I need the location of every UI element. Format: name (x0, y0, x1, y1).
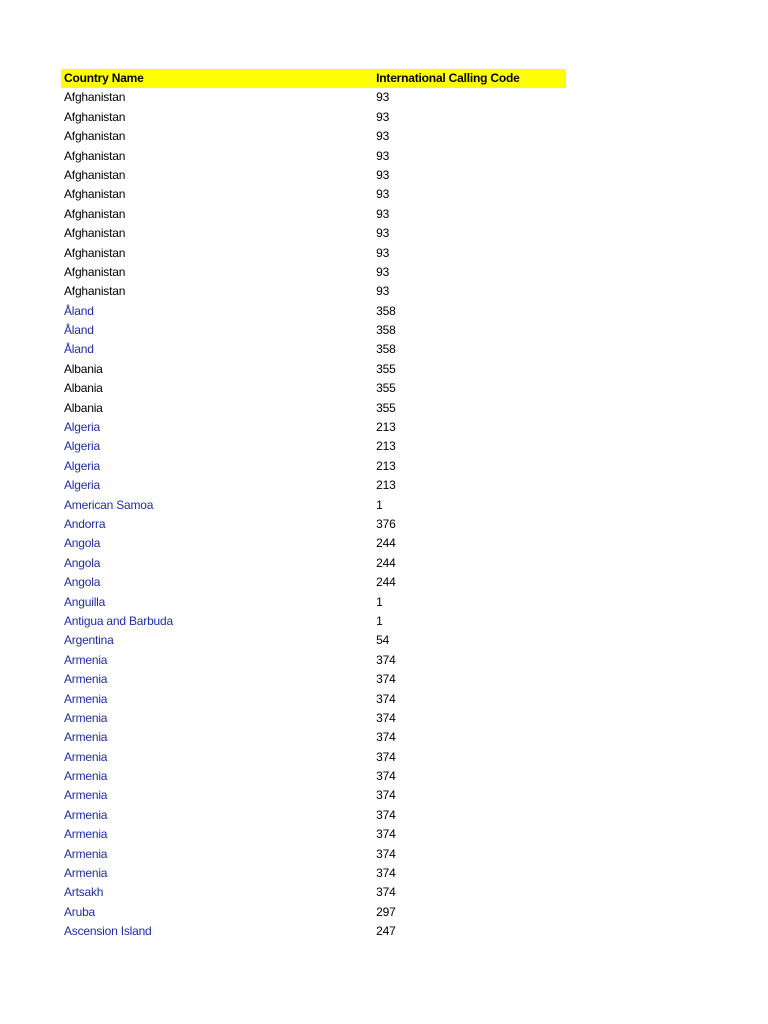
country-name-link[interactable]: American Samoa (64, 497, 154, 512)
calling-code: 374 (376, 691, 396, 706)
calling-code: 1 (376, 613, 383, 628)
country-name-link[interactable]: Armenia (64, 866, 108, 881)
calling-code: 374 (376, 672, 396, 687)
table-row (61, 690, 566, 709)
table-row (61, 418, 566, 437)
calling-code: 244 (376, 555, 396, 570)
table-row (61, 631, 566, 650)
table-row (61, 340, 566, 359)
country-name: Afghanistan (64, 109, 126, 124)
calling-code: 247 (376, 924, 396, 939)
table-body (61, 88, 566, 941)
country-name-link[interactable]: Armenia (64, 807, 108, 822)
country-name-link[interactable]: Argentina (64, 633, 114, 648)
calling-code: 374 (376, 807, 396, 822)
table-row (61, 748, 566, 767)
calling-code: 213 (376, 439, 396, 454)
calling-code: 374 (376, 885, 396, 900)
calling-code: 54 (376, 633, 390, 648)
calling-code: 93 (376, 284, 390, 299)
calling-code: 213 (376, 478, 396, 493)
country-name: Afghanistan (64, 187, 126, 202)
calling-code: 376 (376, 516, 396, 531)
table-row (61, 806, 566, 825)
table-row (61, 651, 566, 670)
country-name: Afghanistan (64, 129, 126, 144)
country-name-link[interactable]: Åland (64, 342, 94, 357)
table-row (61, 360, 566, 379)
table-row (61, 108, 566, 127)
table-row (61, 282, 566, 301)
country-name: Albania (64, 361, 103, 376)
country-name-link[interactable]: Angola (64, 575, 101, 590)
country-name: Albania (64, 400, 103, 415)
country-name: Afghanistan (64, 167, 126, 182)
calling-code: 1 (376, 497, 383, 512)
table-row (61, 399, 566, 418)
country-name: Afghanistan (64, 264, 126, 279)
country-name-link[interactable]: Antigua and Barbuda (64, 613, 173, 628)
country-name-link[interactable]: Armenia (64, 652, 108, 667)
table-row (61, 670, 566, 689)
calling-code: 358 (376, 303, 396, 318)
table-row (61, 379, 566, 398)
calling-code: 244 (376, 575, 396, 590)
calling-code: 374 (376, 769, 396, 784)
calling-code: 93 (376, 226, 390, 241)
table-row (61, 612, 566, 631)
country-name-link[interactable]: Algeria (64, 420, 100, 435)
country-name-link[interactable]: Armenia (64, 730, 108, 745)
calling-code: 297 (376, 904, 396, 919)
table-row (61, 903, 566, 922)
country-name-link[interactable]: Armenia (64, 769, 108, 784)
column-header-calling-code: International Calling Code (376, 71, 520, 85)
country-name: Afghanistan (64, 226, 126, 241)
calling-code: 93 (376, 187, 390, 202)
calling-code: 374 (376, 827, 396, 842)
table-row (61, 496, 566, 515)
table-row (61, 127, 566, 146)
country-name-link[interactable]: Åland (64, 323, 94, 338)
table-row (61, 554, 566, 573)
calling-code: 374 (376, 749, 396, 764)
calling-code: 355 (376, 361, 396, 376)
country-name-link[interactable]: Armenia (64, 672, 108, 687)
table-row (61, 786, 566, 805)
calling-code: 358 (376, 323, 396, 338)
table-row (61, 515, 566, 534)
table-row (61, 147, 566, 166)
country-name-link[interactable]: Armenia (64, 846, 108, 861)
country-name-link[interactable]: Armenia (64, 788, 108, 803)
calling-code: 355 (376, 381, 396, 396)
table-row (61, 263, 566, 282)
calling-code: 93 (376, 206, 390, 221)
calling-code: 244 (376, 536, 396, 551)
calling-code: 374 (376, 846, 396, 861)
table-row (61, 922, 566, 941)
country-name-link[interactable]: Armenia (64, 749, 108, 764)
table-row (61, 185, 566, 204)
table-row (61, 476, 566, 495)
calling-code: 93 (376, 264, 390, 279)
table-row (61, 302, 566, 321)
table-row (61, 205, 566, 224)
table-row (61, 767, 566, 786)
table-row (61, 883, 566, 902)
calling-code: 374 (376, 788, 396, 803)
country-name-link[interactable]: Angola (64, 536, 101, 551)
table-row (61, 88, 566, 107)
calling-code: 93 (376, 148, 390, 163)
calling-code: 1 (376, 594, 383, 609)
calling-code: 93 (376, 129, 390, 144)
calling-code: 374 (376, 652, 396, 667)
calling-code: 93 (376, 167, 390, 182)
table-row (61, 845, 566, 864)
calling-code: 374 (376, 866, 396, 881)
country-name: Afghanistan (64, 245, 126, 260)
country-name-link[interactable]: Åland (64, 303, 94, 318)
table-row (61, 437, 566, 456)
country-name: Afghanistan (64, 284, 126, 299)
country-name-link[interactable]: Angola (64, 555, 101, 570)
table-row (61, 534, 566, 553)
table-row (61, 573, 566, 592)
table-row (61, 321, 566, 340)
country-name-link[interactable]: Armenia (64, 827, 108, 842)
column-header-country: Country Name (64, 71, 144, 85)
calling-code: 93 (376, 245, 390, 260)
table-row (61, 244, 566, 263)
country-name-link[interactable]: Aruba (64, 904, 96, 919)
country-name-link[interactable]: Algeria (64, 439, 100, 454)
country-name-link[interactable]: Andorra (64, 516, 106, 531)
country-name: Afghanistan (64, 148, 126, 163)
country-name-link[interactable]: Anguilla (64, 594, 106, 609)
calling-code: 374 (376, 730, 396, 745)
calling-code-table (61, 69, 566, 942)
table-row (61, 593, 566, 612)
calling-code: 213 (376, 458, 396, 473)
country-name-link[interactable]: Artsakh (64, 885, 104, 900)
country-name-link[interactable]: Algeria (64, 478, 100, 493)
calling-code: 374 (376, 710, 396, 725)
country-name: Afghanistan (64, 206, 126, 221)
table-row (61, 825, 566, 844)
table-row (61, 224, 566, 243)
country-name: Afghanistan (64, 90, 126, 105)
table-row (61, 457, 566, 476)
table-row (61, 728, 566, 747)
calling-code: 358 (376, 342, 396, 357)
calling-code: 355 (376, 400, 396, 415)
table-header-row (61, 69, 566, 88)
country-name-link[interactable]: Ascension Island (64, 924, 152, 939)
calling-code: 93 (376, 90, 390, 105)
table-row (61, 709, 566, 728)
country-name-link[interactable]: Armenia (64, 710, 108, 725)
country-name-link[interactable]: Algeria (64, 458, 100, 473)
table-row (61, 166, 566, 185)
country-name: Albania (64, 381, 103, 396)
calling-code: 213 (376, 420, 396, 435)
calling-code: 93 (376, 109, 390, 124)
table-row (61, 864, 566, 883)
country-name-link[interactable]: Armenia (64, 691, 108, 706)
